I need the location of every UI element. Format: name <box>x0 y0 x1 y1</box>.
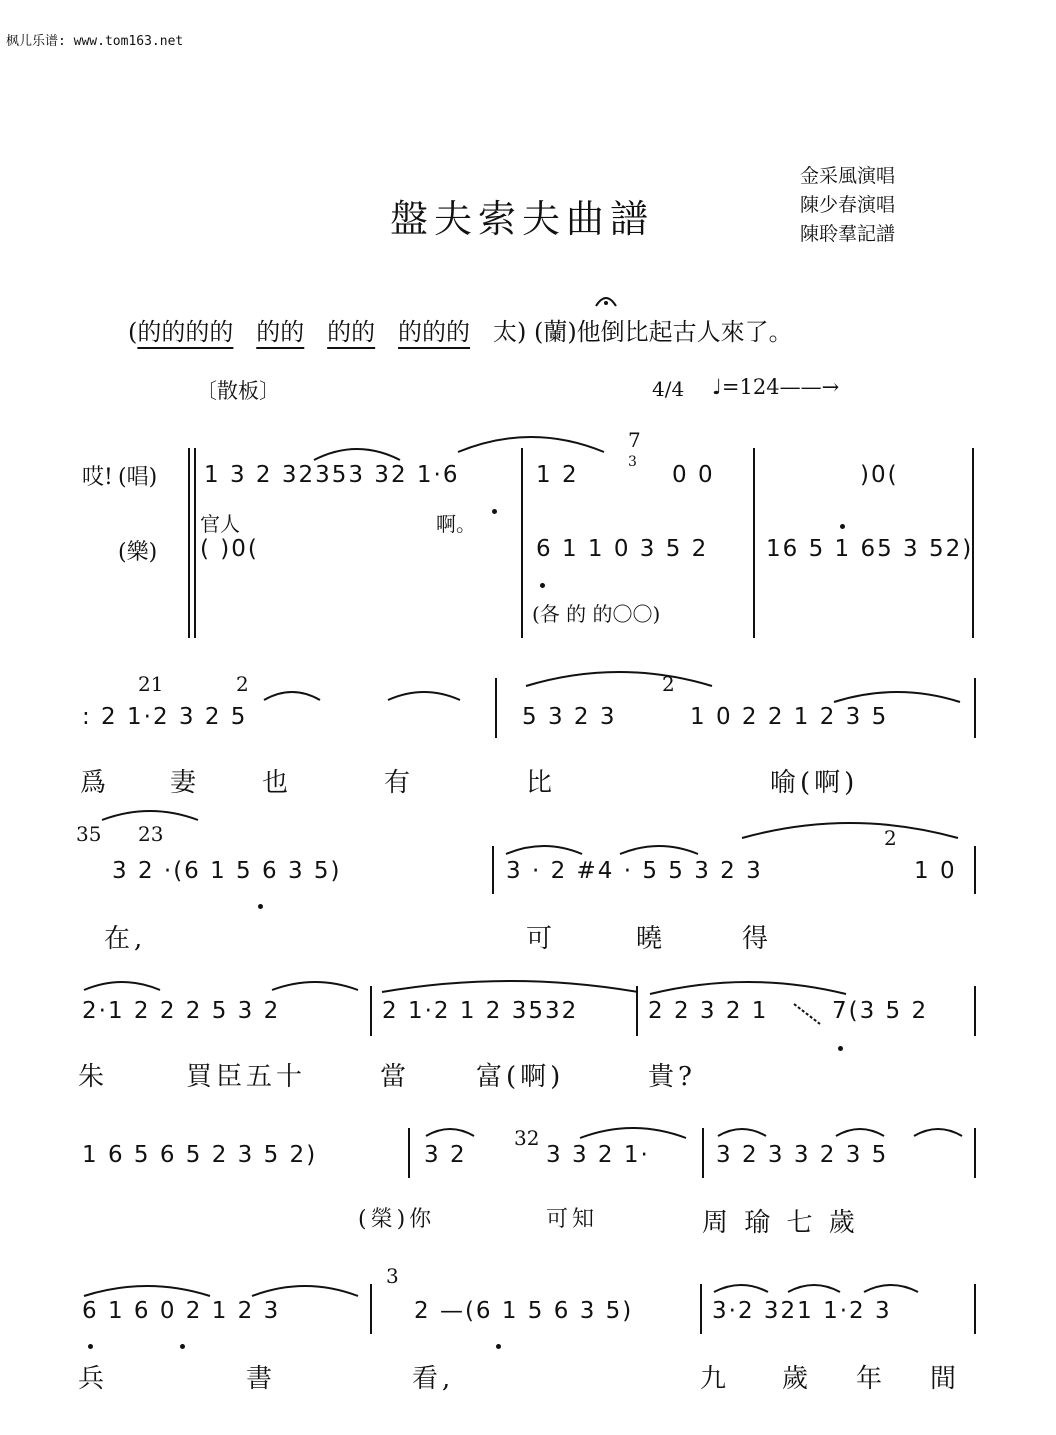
inst-notes-c: 16 5 1 65 3 52) <box>766 536 974 562</box>
lyric: 書 <box>246 1364 277 1394</box>
tempo-marking: ♩=124——→ <box>712 375 840 399</box>
sing-lyric: 官人 <box>200 512 240 536</box>
lyric: 朱 <box>78 1062 109 1092</box>
slur <box>82 976 162 992</box>
barline <box>188 448 190 638</box>
octave-dot <box>258 904 263 909</box>
slur <box>380 974 640 994</box>
slur <box>250 1280 360 1298</box>
barline <box>702 1128 704 1178</box>
notes: 2·1 2 2 2 5 3 2 <box>82 998 281 1024</box>
slur <box>648 974 848 996</box>
grace-note: 7 <box>628 428 641 452</box>
grace-note: 23 <box>138 822 164 846</box>
intro-fermata-char: 太 <box>492 318 517 346</box>
slur <box>312 442 402 462</box>
sing-notes-b: 1 2 <box>536 462 579 488</box>
watermark: 枫儿乐谱: www.tom163.net <box>6 34 184 49</box>
grace-note: 32 <box>514 1126 540 1150</box>
slur <box>504 840 584 856</box>
credit-line: 陳少春演唱 <box>800 194 896 216</box>
lyric: 可 <box>526 924 557 954</box>
lyric: 看, <box>412 1364 455 1394</box>
notes: 1 6 5 6 5 2 3 5 2) <box>82 1142 318 1168</box>
lyric: 貴? <box>648 1062 696 1092</box>
lyric: 周 瑜 七 歲 <box>702 1208 859 1238</box>
slur <box>524 664 714 688</box>
octave-dot <box>838 1046 843 1051</box>
slur <box>832 686 962 704</box>
grace-note: 21 <box>138 672 164 696</box>
page-title: 盤夫索夫曲譜 <box>390 197 655 241</box>
notes: 3 · 2 #4 · 5 5 3 2 3 <box>506 858 763 884</box>
grace-note: 35 <box>76 822 102 846</box>
slur <box>262 686 322 702</box>
octave-dot <box>492 509 497 514</box>
notes: 3 2 ·(6 1 5 6 3 5) <box>112 858 342 884</box>
intro-spoken: (蘭)他倒比起古人來了。 <box>533 318 793 346</box>
slur <box>712 1280 770 1294</box>
intro-line <box>128 312 793 347</box>
lyric: 在, <box>104 924 147 954</box>
lyric: 當 <box>380 1062 411 1092</box>
barline <box>974 1284 976 1334</box>
intro-open: ( <box>128 318 138 346</box>
lyric: 也 <box>262 768 293 798</box>
barline <box>495 678 497 738</box>
intro-group-4: 的的的 <box>398 318 471 346</box>
barline <box>370 1284 372 1334</box>
grace-note: 2 <box>236 672 249 696</box>
barline <box>521 448 523 638</box>
credits <box>800 162 895 249</box>
notes: 7(3 5 2 <box>832 998 929 1024</box>
notes: 6 1 6 0 2 1 2 3 <box>82 1298 281 1324</box>
lyric: (榮)你 <box>358 1207 436 1232</box>
notes: 3 2 <box>424 1142 467 1168</box>
lyric: 買臣五十 <box>186 1062 307 1092</box>
lyric: 歲 <box>782 1364 813 1394</box>
lyric: 曉 <box>636 924 667 954</box>
slur <box>716 1124 768 1138</box>
notes: 3·2 321 1·2 3 <box>712 1298 892 1324</box>
lyric: 年 <box>856 1364 887 1394</box>
slur <box>786 1280 842 1294</box>
octave-dot <box>840 524 845 529</box>
grace-note: 3 <box>386 1264 399 1288</box>
notes: 2 —(6 1 5 6 3 5) <box>414 1298 634 1324</box>
slur <box>862 1280 920 1294</box>
notes: 1 0 <box>914 858 957 884</box>
intro-group-3: 的的 <box>327 318 376 346</box>
sing-end: )0( <box>860 462 899 488</box>
barline <box>974 846 976 894</box>
barline <box>974 678 976 738</box>
credit-line: 陳聆羣記譜 <box>800 223 896 245</box>
grace-note: 2 <box>884 826 897 850</box>
credit-line: 金采風演唱 <box>800 165 896 187</box>
inst-notes-a: ( )0( <box>200 536 259 562</box>
barline <box>408 1128 410 1178</box>
lyric: 兵 <box>78 1364 109 1394</box>
notes: 2 1·2 1 2 3532 <box>382 998 579 1024</box>
lyric: 得 <box>742 924 773 954</box>
lyric: 富(啊) <box>476 1062 565 1092</box>
sing-rest: 0 0 <box>672 462 715 488</box>
barline <box>700 1284 702 1334</box>
slur <box>912 1124 964 1138</box>
barline <box>492 846 494 894</box>
barline <box>974 986 976 1036</box>
barline <box>370 986 372 1036</box>
inst-notes-b: 6 1 1 0 3 5 2 <box>536 536 709 562</box>
octave-dot <box>540 583 545 588</box>
notes: 2 2 3 2 1 <box>648 998 769 1024</box>
notes: 3 3 2 1· <box>546 1142 650 1168</box>
time-signature: 4/4 <box>652 377 685 401</box>
notes: 5 3 2 3 <box>522 704 617 730</box>
slur <box>100 806 200 822</box>
label-inst: (樂) <box>118 540 158 565</box>
lyric: 妻 <box>170 768 201 798</box>
slur <box>424 1124 476 1138</box>
slur <box>456 428 606 454</box>
lyric: 喻(啊) <box>770 768 859 798</box>
slur <box>386 686 462 702</box>
label-sing: (唱) <box>118 465 158 490</box>
slur <box>618 840 700 856</box>
fermata-icon <box>594 294 618 308</box>
barline <box>194 448 196 638</box>
inst-lyric: (各 的 的〇〇) <box>532 602 661 626</box>
barline <box>974 1128 976 1178</box>
notes: 1 0 2 2 1 2 3 5 <box>690 704 889 730</box>
octave-dot <box>88 1344 93 1349</box>
barline <box>753 448 755 638</box>
lyric: 爲 <box>80 768 111 798</box>
grace-note: 3 <box>628 454 637 470</box>
lyric: 間 <box>930 1364 961 1394</box>
sanban-marking: 〔散板〕 <box>196 379 280 403</box>
slur <box>740 814 960 840</box>
slur <box>834 1124 886 1138</box>
lyric: 比 <box>526 768 557 798</box>
intro-close: ) <box>516 318 527 346</box>
grace-note: 2 <box>662 672 675 696</box>
octave-dot <box>180 1344 185 1349</box>
glissando-icon <box>792 1002 822 1026</box>
slur <box>270 976 360 992</box>
intro-group-1: 的的的的 <box>137 318 234 346</box>
notes: 3 2 3 3 2 3 5 <box>716 1142 889 1168</box>
lyric: 有 <box>384 768 415 798</box>
notes: : 2 1·2 3 2 5 <box>82 704 248 730</box>
octave-dot <box>496 1344 501 1349</box>
lyric: 九 <box>700 1364 731 1394</box>
sing-lyric: 啊。 <box>436 512 476 536</box>
prefix-exclaim: 哎! <box>82 465 113 490</box>
sing-notes-a: 1 3 2 32353 32 1·6 <box>204 462 460 488</box>
intro-group-2: 的的 <box>256 318 305 346</box>
barline <box>636 986 638 1036</box>
slur <box>82 1280 212 1298</box>
lyric: 可知 <box>546 1207 599 1232</box>
slur <box>578 1122 688 1140</box>
